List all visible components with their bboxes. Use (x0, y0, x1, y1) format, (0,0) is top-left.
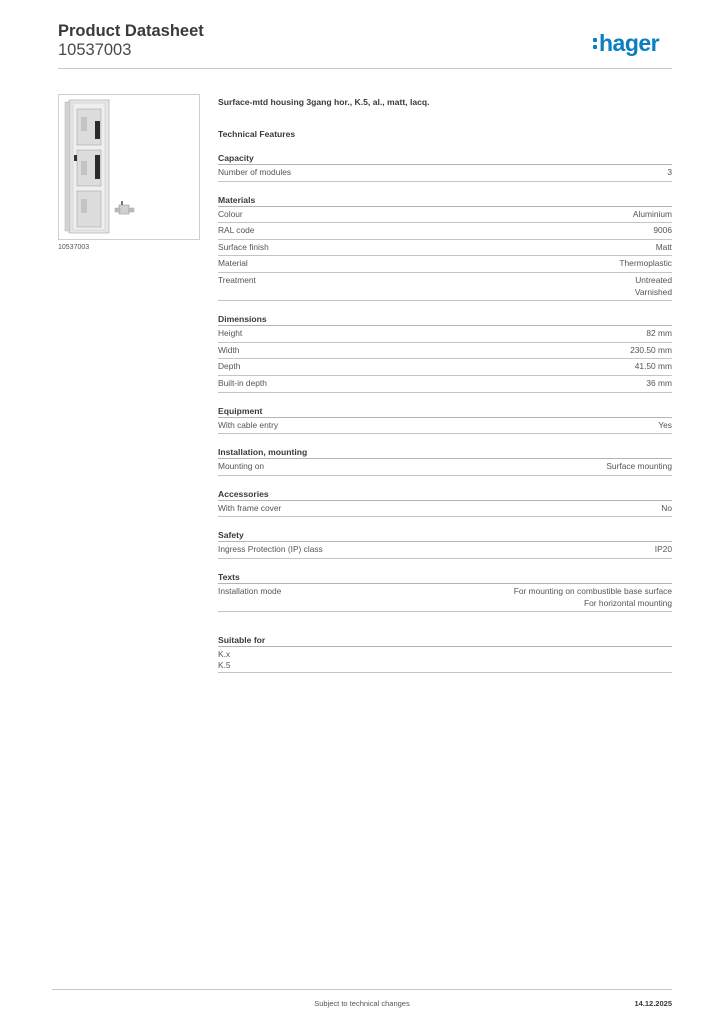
feature-value-line: 36 mm (646, 377, 672, 388)
list-item: K.x (218, 649, 231, 660)
feature-value (630, 345, 672, 357)
feature-label: Treatment (218, 274, 256, 285)
feature-row (218, 542, 672, 559)
feature-value-line: Matt (655, 241, 672, 252)
feature-section (218, 153, 672, 182)
feature-value (635, 275, 672, 298)
section-title: Accessories (218, 489, 672, 501)
feature-label: With cable entry (218, 419, 279, 430)
feature-section (218, 314, 672, 392)
feature-value (653, 225, 672, 237)
feature-section (218, 572, 672, 612)
section-title: Dimensions (218, 314, 672, 326)
feature-value (646, 328, 672, 340)
suitable-for-list (218, 647, 672, 673)
feature-row (218, 584, 672, 612)
header-divider (58, 68, 672, 69)
feature-row (218, 326, 672, 343)
feature-row (218, 240, 672, 257)
feature-value-line: Surface mounting (606, 461, 672, 472)
feature-value (514, 586, 672, 609)
feature-label: Width (218, 344, 240, 355)
feature-label: Installation mode (218, 585, 282, 596)
feature-value-line: IP20 (654, 544, 672, 555)
product-description: Surface-mtd housing 3gang hor., K.5, al., matt, lacq. (218, 97, 430, 107)
feature-value (658, 420, 672, 432)
feature-value-line: Untreated (635, 274, 672, 285)
feature-row (218, 256, 672, 273)
feature-section (218, 447, 672, 476)
feature-section (218, 489, 672, 518)
feature-value-line: Yes (658, 419, 672, 430)
feature-value (667, 167, 672, 179)
feature-value (633, 209, 672, 221)
logo-colon-icon (593, 38, 597, 49)
technical-features-heading: Technical Features (218, 129, 296, 139)
feature-row (218, 459, 672, 476)
feature-value-line: Varnished (634, 286, 672, 297)
feature-row (218, 418, 672, 435)
feature-value (619, 258, 672, 270)
feature-label: RAL code (218, 225, 255, 236)
feature-value-line: 3 (667, 167, 672, 177)
feature-row (218, 223, 672, 240)
footer-date: 14.12.2025 (634, 999, 672, 1008)
feature-value (656, 242, 672, 254)
hager-logo (593, 28, 659, 58)
logo-text: hager (599, 30, 660, 56)
datasheet-content (218, 96, 672, 673)
feature-row (218, 207, 672, 224)
feature-section (218, 195, 672, 302)
image-caption: 10537003 (58, 244, 90, 251)
feature-label: Colour (218, 208, 243, 219)
footer-note: Subject to technical changes (314, 999, 410, 1008)
section-title: Texts (218, 572, 672, 584)
section-title: Equipment (218, 406, 672, 418)
feature-label: Number of modules (218, 167, 292, 177)
feature-section (218, 530, 672, 559)
feature-value (606, 461, 672, 473)
feature-label: Built-in depth (218, 377, 267, 388)
section-title: Safety (218, 530, 672, 542)
feature-row (218, 501, 672, 518)
feature-value-line: 9006 (653, 225, 672, 236)
section-title: Materials (218, 195, 672, 207)
feature-value-line: Aluminium (632, 208, 672, 219)
feature-value (635, 361, 672, 373)
feature-label: Ingress Protection (IP) class (218, 544, 323, 555)
document-header (58, 21, 204, 59)
section-title: Capacity (218, 153, 672, 165)
housing-illustration (59, 95, 199, 239)
feature-row (218, 343, 672, 360)
feature-row (218, 376, 672, 393)
product-image (58, 94, 200, 240)
feature-row (218, 273, 672, 301)
feature-value (655, 544, 672, 556)
feature-label: Depth (218, 361, 241, 372)
feature-value-line: For mounting on combustible base surface (513, 585, 672, 596)
feature-value-line: 230.50 mm (630, 344, 672, 355)
feature-value-line: For horizontal mounting (584, 597, 672, 608)
feature-value-line: 82 mm (646, 328, 672, 339)
feature-section (218, 406, 672, 435)
feature-label: Height (218, 328, 243, 339)
feature-value-line: Thermoplastic (619, 258, 672, 269)
feature-row (218, 359, 672, 376)
feature-sections (218, 153, 672, 612)
section-title: Suitable for (218, 635, 672, 647)
suitable-for-section (218, 635, 672, 673)
feature-value (646, 378, 672, 390)
feature-label: Mounting on (218, 461, 265, 472)
footer-divider (52, 989, 672, 990)
section-title: Installation, mounting (218, 447, 672, 459)
feature-value (661, 503, 672, 515)
feature-value-line: 41.50 mm (634, 361, 672, 372)
feature-label: Surface finish (218, 241, 269, 252)
feature-row (218, 165, 672, 182)
product-number: 10537003 (58, 41, 132, 59)
list-item: K.5 (218, 659, 231, 670)
feature-label: Material (218, 258, 248, 269)
feature-value-line: No (661, 502, 672, 513)
feature-label: With frame cover (218, 502, 282, 513)
document-title: Product Datasheet (58, 22, 204, 40)
